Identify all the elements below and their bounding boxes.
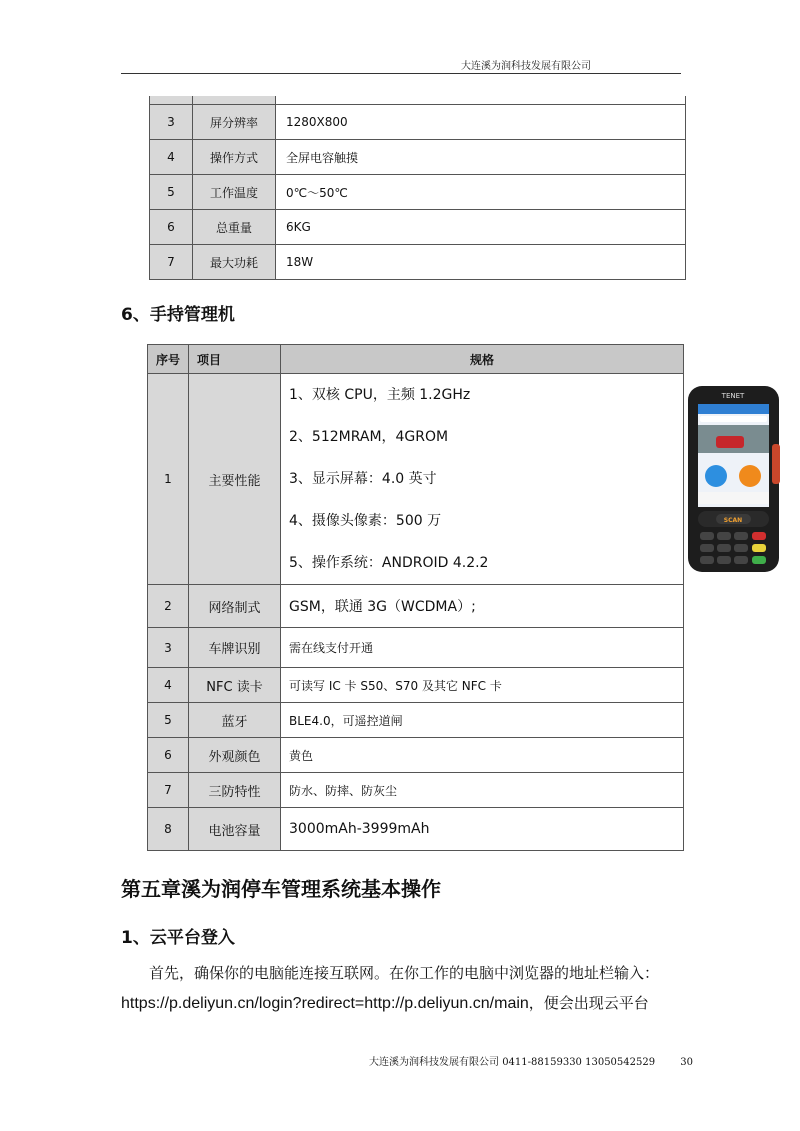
- feature-item: 5、操作系统：ANDROID 4.2.2: [289, 555, 489, 571]
- chapter-title: 第五章溪为润停车管理系统基本操作: [121, 877, 441, 901]
- row-spec: 防水、防摔、防灰尘: [281, 773, 684, 808]
- handheld-spec-table: [147, 344, 745, 851]
- row-number: 5: [148, 703, 189, 738]
- row-spec: 3000mAh-3999mAh: [281, 808, 684, 851]
- footer-company: 大连溪为润科技发展有限公司: [369, 1057, 499, 1068]
- device-brand-text: TENET: [721, 392, 745, 400]
- feature-list: [289, 384, 488, 594]
- spec-table-continued: [149, 96, 686, 280]
- feature-item: 1、双核 CPU，主频 1.2GHz: [289, 387, 471, 403]
- row-item: 电池容量: [189, 808, 281, 851]
- table-row: [150, 140, 686, 175]
- table-header-row: [148, 345, 684, 374]
- table-row-continuation: [150, 96, 686, 105]
- table-row: [148, 773, 684, 808]
- device-scan-label: SCAN: [723, 517, 743, 524]
- row-number: 3: [148, 628, 189, 668]
- row-number: 6: [148, 738, 189, 773]
- body-paragraph-url-line: [121, 992, 649, 1013]
- row-spec: 1280X800: [276, 105, 686, 140]
- row-number: 2: [148, 585, 189, 628]
- footer-phone: 0411-88159330: [502, 1057, 582, 1068]
- section-heading: 1、云平台登入: [121, 928, 235, 948]
- login-url-link[interactable]: https://p.deliyun.cn/login?redirect=http://p.deliyun.cn/main: [121, 995, 529, 1012]
- row-item: 操作方式: [193, 140, 276, 175]
- body-paragraph: 首先，确保你的电脑能连接互联网。在你工作的电脑中浏览器的地址栏输入：: [149, 964, 660, 982]
- table-row: [148, 668, 684, 703]
- table-row: [148, 703, 684, 738]
- header-company: 大连溪为润科技发展有限公司: [461, 61, 591, 72]
- row-spec: 需在线支付开通: [281, 628, 684, 668]
- header-item: 项目: [189, 345, 281, 374]
- row-spec: 黄色: [281, 738, 684, 773]
- row-number: 3: [150, 105, 193, 140]
- page-header: [121, 55, 681, 74]
- feature-spec-cell: [281, 374, 745, 585]
- row-number: 4: [148, 668, 189, 703]
- row-spec: 可读写 IC 卡 S50、S70 及其它 NFC 卡: [281, 668, 684, 703]
- row-item: 工作温度: [193, 175, 276, 210]
- page-number: 30: [680, 1057, 694, 1068]
- row-spec: 全屏电容触摸: [276, 140, 686, 175]
- row-item: 主要性能: [189, 374, 281, 585]
- handheld-device-image: [686, 384, 781, 574]
- row-item: 三防特性: [189, 773, 281, 808]
- row-item: NFC 读卡: [189, 668, 281, 703]
- row-item: 网络制式: [189, 585, 281, 628]
- table-row: [150, 210, 686, 245]
- table-row: [150, 245, 686, 280]
- table-row: [150, 175, 686, 210]
- footer-mobile: 13050542529: [585, 1057, 656, 1068]
- row-item: 最大功耗: [193, 245, 276, 280]
- page-footer: [369, 1053, 693, 1068]
- row-item: 总重量: [193, 210, 276, 245]
- row-item: 外观颜色: [189, 738, 281, 773]
- row-number: 4: [150, 140, 193, 175]
- table-row: [148, 808, 684, 851]
- table-row: [148, 738, 684, 773]
- row-spec: 6KG: [276, 210, 686, 245]
- row-number: 8: [148, 808, 189, 851]
- row-number: 1: [148, 374, 189, 585]
- row-spec: BLE4.0，可遥控道闸: [281, 703, 684, 738]
- feature-item: 2、512MRAM，4GROM: [289, 429, 449, 445]
- row-item: 屏分辨率: [193, 105, 276, 140]
- feature-item: 4、摄像头像素：500 万: [289, 513, 442, 529]
- row-spec: GSM，联通 3G（WCDMA）;: [281, 585, 684, 628]
- row-spec: 0℃～50℃: [276, 175, 686, 210]
- row-number: 6: [150, 210, 193, 245]
- row-number: 7: [148, 773, 189, 808]
- row-spec: 18W: [276, 245, 686, 280]
- header-spec: 规格: [281, 345, 684, 374]
- row-number: 5: [150, 175, 193, 210]
- table-row: [148, 628, 684, 668]
- table-row: [150, 105, 686, 140]
- body-text: ，便会出现云平台: [528, 994, 649, 1012]
- row-number: 7: [150, 245, 193, 280]
- header-number: 序号: [148, 345, 189, 374]
- row-item: 车牌识别: [189, 628, 281, 668]
- section-heading: 6、手持管理机: [121, 305, 235, 325]
- table-row: [148, 374, 684, 585]
- feature-item: 3、显示屏幕：4.0 英寸: [289, 471, 437, 487]
- row-item: 蓝牙: [189, 703, 281, 738]
